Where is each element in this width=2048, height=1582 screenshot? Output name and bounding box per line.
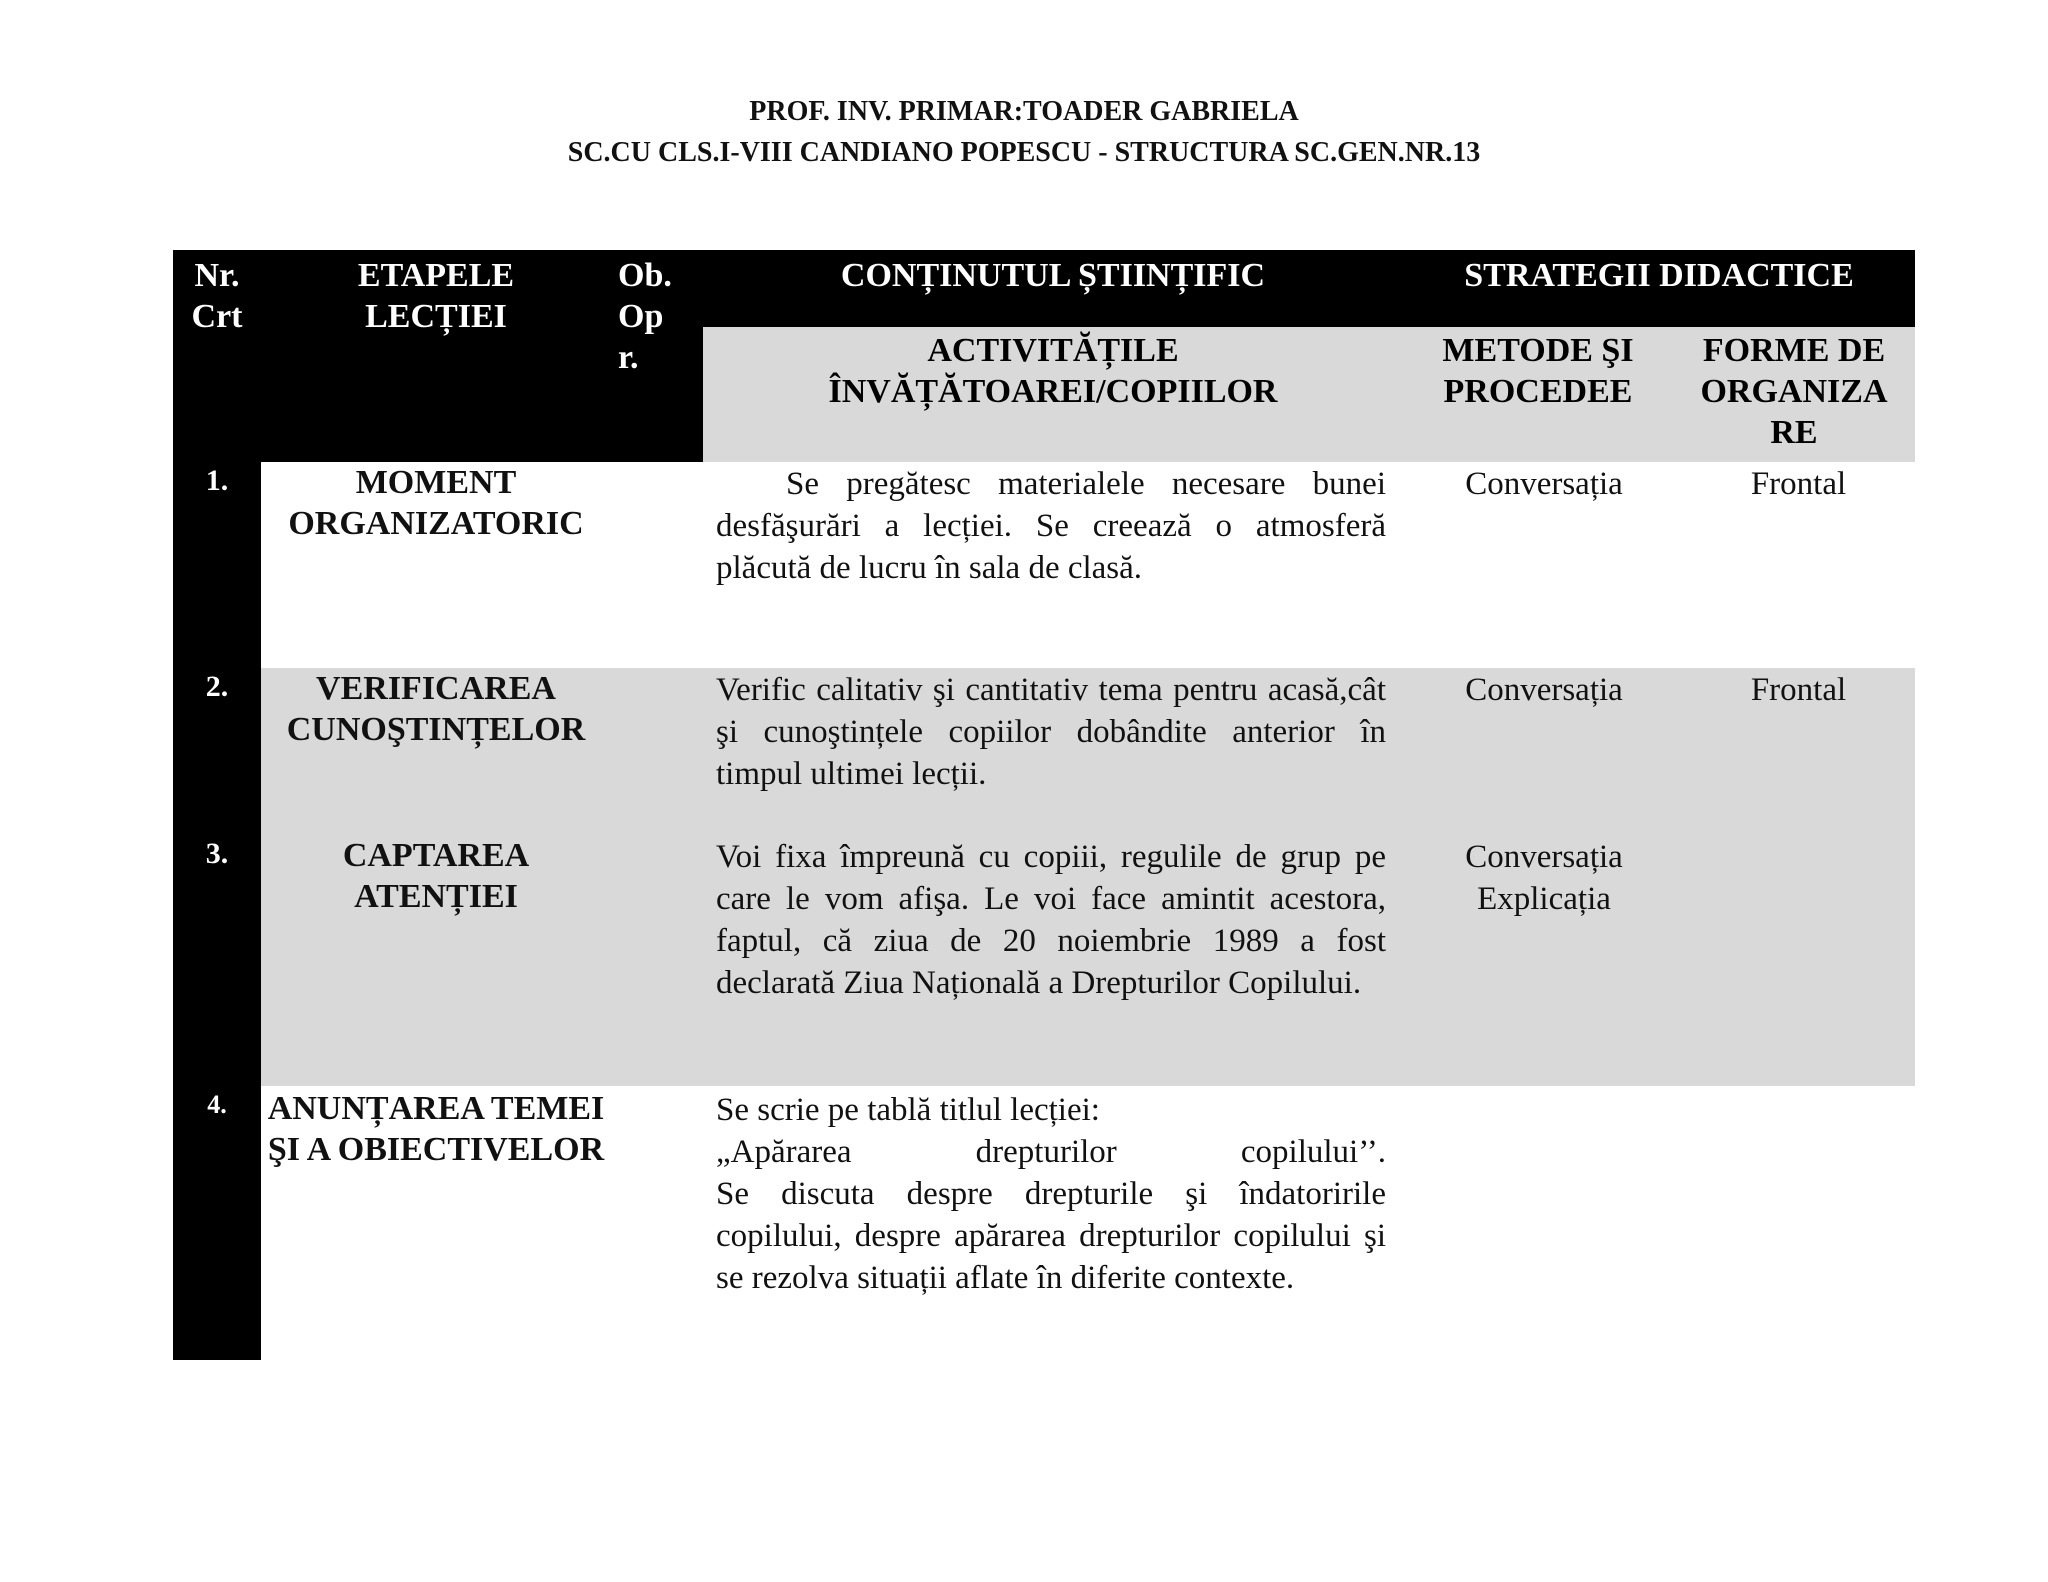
- methods: [1406, 836, 1682, 920]
- lesson-plan-table: [173, 250, 1915, 1360]
- number-column: [173, 462, 261, 1360]
- row-number: 4.: [207, 1090, 227, 1119]
- col-header-strategii: STRATEGII DIDACTICE: [1464, 257, 1854, 294]
- col-header-forme: FORME DE ORGANIZA RE: [1700, 332, 1888, 451]
- lesson-stage: VERIFICAREA CUNOŞTINȚELOR: [286, 670, 586, 748]
- lesson-stage: ANUNȚAREA TEMEI ŞI A OBIECTIVELOR: [267, 1090, 605, 1168]
- methods: Conversația: [1465, 466, 1623, 502]
- col-header-activitati: ACTIVITĂȚILE ÎNVĂȚĂTOAREI/COPIILOR: [828, 332, 1278, 410]
- organization-form: Frontal: [1750, 672, 1847, 708]
- school-line: SC.CU CLS.I-VIII CANDIANO POPESCU - STRUCTURA SC.GEN.NR.13: [567, 137, 1481, 168]
- method-item: Explicația: [1477, 881, 1611, 917]
- method-item: Conversația: [1465, 839, 1623, 875]
- content-text: Verific calitativ şi cantitativ tema pentru acasă,cât şi cunoştințele copiilor dobândite anterior în timpul ultimei lecții.: [716, 672, 1386, 792]
- organization-form: Frontal: [1750, 466, 1847, 502]
- col-header-metode: METODE ŞI PROCEDEE: [1442, 332, 1634, 410]
- col-header-ob: Ob. Op r.: [618, 257, 672, 376]
- row-number: 2.: [205, 670, 229, 703]
- row-number: 1.: [205, 464, 229, 497]
- col-header-continut: CONȚINUTUL ȘTIINȚIFIC: [840, 257, 1266, 294]
- col-header-nr: Nr. Crt: [191, 257, 243, 335]
- methods: Conversația: [1465, 672, 1623, 708]
- row-number: 3.: [205, 837, 229, 870]
- lesson-stage: MOMENT ORGANIZATORIC: [288, 464, 584, 542]
- content-text: Voi fixa împreună cu copiii, regulile de grup pe care le vom afişa. Le voi face amintit acestora, faptul, că ziua de 20 noiembrie 1989 a fost declarată Ziua Națională a Drepturilor Copilului.: [716, 839, 1386, 1001]
- content-text: Se pregătesc materialele necesare bunei desfăşurări a lecției. Se creează o atmosferă plăcută de lucru în sala de clasă.: [716, 466, 1386, 586]
- col-header-etape: ETAPELE LECȚIEI: [357, 257, 515, 335]
- lesson-stage: CAPTAREA ATENȚIEI: [342, 837, 530, 915]
- content-text: Se scrie pe tablă titlul lecției: „Apărarea drepturilor copilului’’. Se discuta despre drepturile şi îndatoririle copilului, despre apărarea drepturilor copilului şi se rezolva situații aflate în diferite contexte.: [716, 1092, 1386, 1296]
- teacher-line: PROF. INV. PRIMAR:TOADER GABRIELA: [749, 96, 1299, 127]
